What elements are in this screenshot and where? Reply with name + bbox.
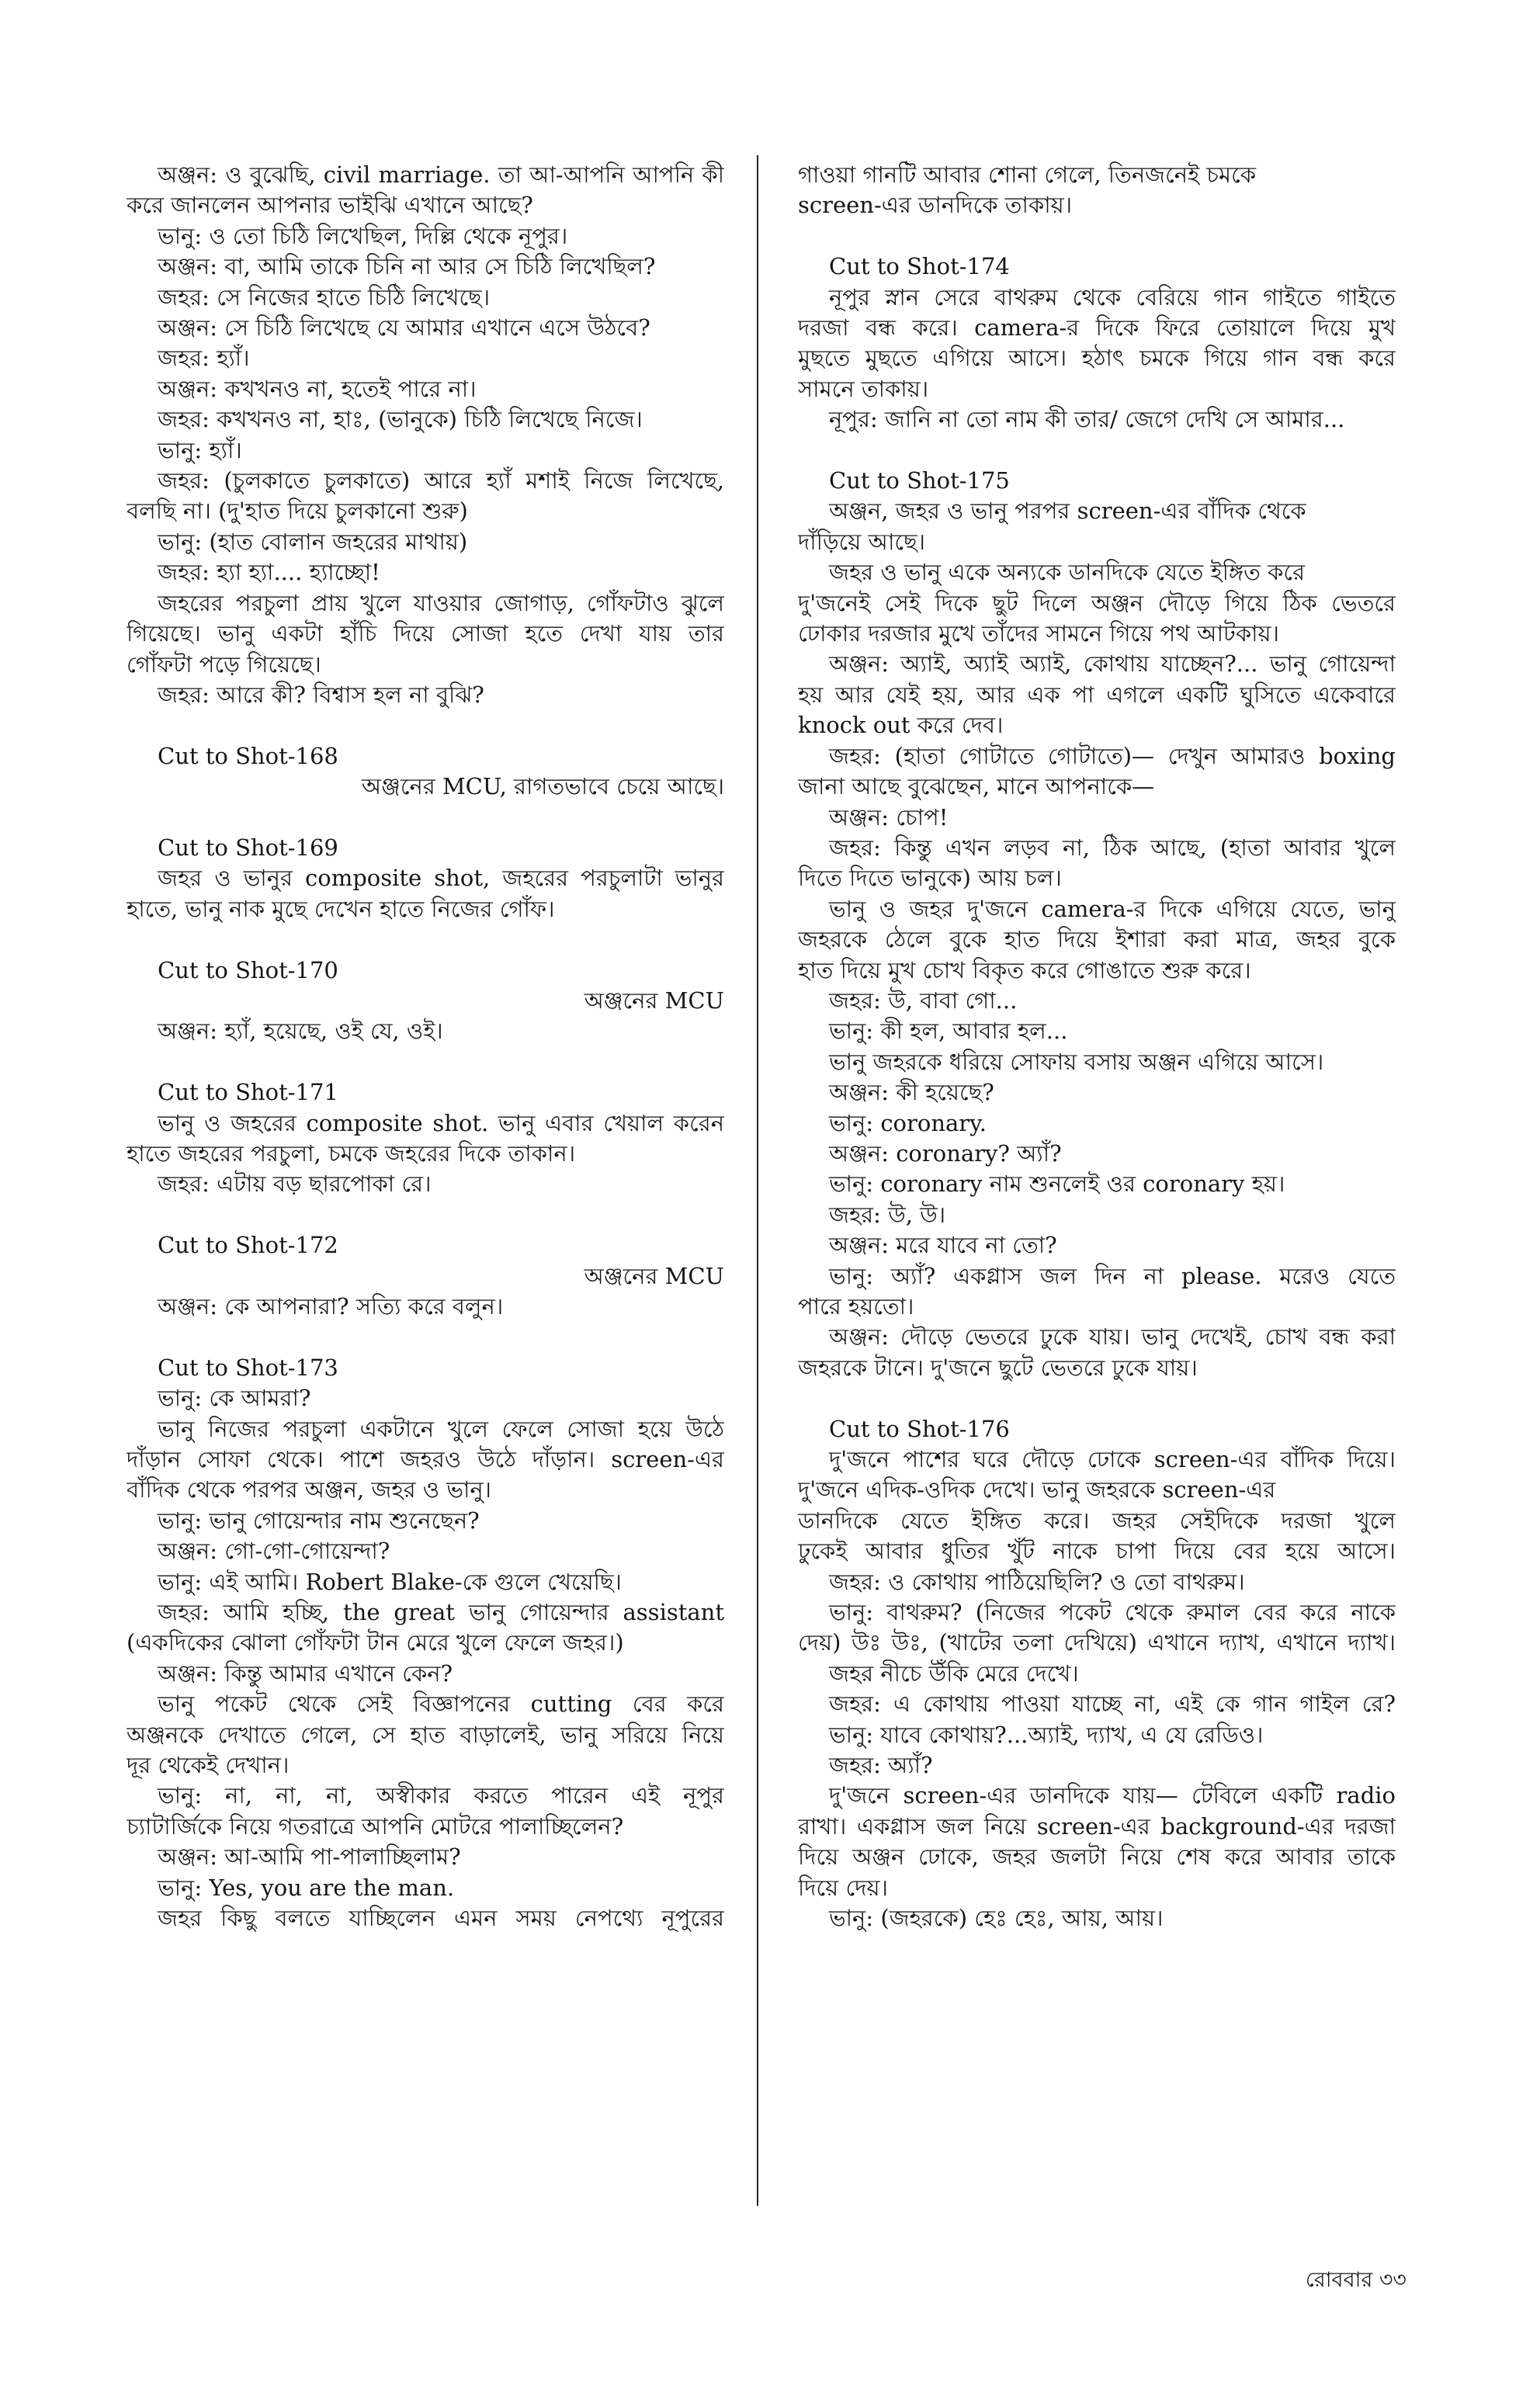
text-line: অঞ্জন: coronary? অ্যাঁ? — [829, 1139, 1062, 1167]
text-line: জহর: হ্যাঁ। — [158, 345, 250, 372]
spacer — [127, 803, 724, 833]
text-line: দিয়ে অঞ্জন ঢোকে, জহর জলটা নিয়ে শেষ করে আবার তাকে — [798, 1843, 1396, 1871]
spacer — [127, 710, 724, 740]
text-line: ভানু: এই আমি। Robert Blake-কে গুলে খেয়েছি। — [158, 1568, 622, 1595]
text-line: জহর: হ্যা হ্যা.... হ্যাচ্ছো! — [158, 559, 380, 586]
text-line: দরজা বন্ধ করে। camera-র দিকে ফিরে তোয়ালে দিয়ে মুখ — [798, 314, 1396, 342]
shot-heading: Cut to Shot-175 — [829, 467, 1010, 494]
text-line: ভানু ও জহরের composite shot. ভানু এবার খেয়াল করেন — [158, 1109, 724, 1136]
text-line: বাঁদিক থেকে পরপর অঞ্জন, জহর ও ভানু। — [127, 1476, 492, 1503]
text-line: ভানু: Yes, you are the man. — [158, 1874, 455, 1901]
text-line: নূপুর: জানি না তো নাম কী তার/ জেগে দেখি সে আমার... — [829, 406, 1345, 433]
text-line: অঞ্জনের MCU, রাগতভাবে চেয়ে আছে। — [361, 773, 724, 800]
text-line: ঢোকার দরজার মুখে তাঁদের সামনে গিয়ে পথ আটকায়। — [798, 620, 1279, 647]
left-column — [127, 160, 724, 1933]
text-line: অঞ্জন: বা, আমি তাকে চিনি না আর সে চিঠি লিখেছিল? — [158, 253, 656, 280]
text-line: অঞ্জন: অ্যাই, অ্যাই অ্যাই, কোথায় যাচ্ছেন?... ভানু গোয়েন্দা — [829, 650, 1396, 678]
text-line: অঞ্জন: আ-আমি পা-পালাচ্ছিলাম? — [158, 1843, 461, 1871]
text-line: হাত দিয়ে মুখ চোখ বিকৃত করে গোঙাতে শুরু করে। — [798, 956, 1251, 983]
text-line: জহর কিছু বলতে যাচ্ছিলেন এমন সময় নেপথ্যে নূপুরের — [158, 1905, 724, 1932]
shot-heading: Cut to Shot-170 — [158, 956, 338, 983]
text-line: গাওয়া গানটি আবার শোনা গেলে, তিনজনেই চমকে — [798, 161, 1257, 188]
text-line: অঞ্জনের MCU — [584, 1262, 724, 1289]
text-line: দাঁড়িয়ে আছে। — [798, 528, 926, 555]
text-line: সামনে তাকায়। — [798, 375, 929, 402]
text-line: knock out করে দেব। — [798, 712, 1004, 739]
text-line: জহর: উ, উ। — [829, 1201, 946, 1228]
right-column — [798, 160, 1396, 1934]
text-line: ভানু: (জহরকে) হেঃ হেঃ, আয়, আয়। — [829, 1905, 1164, 1932]
text-line: ভানু পকেট থেকে সেই বিজ্ঞাপনের cutting বের করে — [158, 1691, 724, 1718]
text-line: জহর: কখখনও না, হাঃ, (ভানুকে) চিঠি লিখেছে নিজে। — [158, 406, 643, 433]
text-line: ভানু: কী হল, আবার হল... — [829, 1018, 1068, 1045]
text-line: বলছি না। (দু'হাত দিয়ে চুলকানো শুরু) — [127, 498, 468, 525]
text-line: অঞ্জন: ও বুঝেছি, civil marriage. তা আ-আপনি আপনি কী — [158, 161, 724, 188]
text-line: গোঁফটা পড়ে গিয়েছে। — [127, 650, 321, 678]
text-line: ভানু: হ্যাঁ। — [158, 436, 242, 463]
text-line: অঞ্জনের MCU — [584, 987, 724, 1014]
text-line: অঞ্জন: গো-গো-গোয়েন্দা? — [158, 1538, 390, 1565]
column-divider — [757, 155, 758, 2206]
text-line: ভানু: coronary. — [829, 1109, 987, 1136]
text-line: জহর: কিন্তু এখন লড়ব না, ঠিক আছে, (হাতা আবার খুলে — [829, 834, 1396, 861]
text-line: পারে হয়তো। — [798, 1293, 914, 1320]
text-line: ভানু নিজের পরচুলা একটানে খুলে ফেলে সোজা হয়ে উঠে — [158, 1415, 724, 1442]
text-line: জহর ও ভানুর composite shot, জহরের পরচুলাটা ভানুর — [158, 865, 724, 892]
spacer — [127, 924, 724, 955]
text-line: জহরের পরচুলা প্রায় খুলে যাওয়ার জোগাড়, গোঁফটাও ঝুলে — [158, 589, 724, 616]
text-line: দু'জনেই সেই দিকে ছুট দিলে অঞ্জন দৌড়ে গিয়ে ঠিক ভেতরে — [798, 589, 1396, 616]
spacer — [798, 435, 1396, 466]
text-line: ভানু: অ্যাঁ? একগ্লাস জল দিন না please. মরেও যেতে — [829, 1262, 1396, 1289]
shot-heading: Cut to Shot-176 — [829, 1415, 1010, 1442]
page-footer-folio: রোববার ৩৩ — [1305, 2268, 1406, 2292]
text-line: অঞ্জন: হ্যাঁ, হয়েছে, ওই যে, ওই। — [158, 1018, 443, 1045]
text-line: জহর: আমি হচ্ছি, the great ভানু গোয়েন্দার assistant — [158, 1599, 724, 1625]
text-line: হাতে জহরের পরচুলা, চমকে জহরের দিকে তাকান। — [127, 1139, 576, 1167]
spacer — [798, 1383, 1396, 1413]
text-line: জহর: উ, বাবা গো... — [829, 987, 1018, 1014]
text-line: দিয়ে দেয়। — [798, 1874, 888, 1901]
text-line: অঞ্জন: কখখনও না, হতেই পারে না। — [158, 375, 477, 402]
text-line: হাতে, ভানু নাক মুছে দেখেন হাতে নিজের গোঁফ। — [127, 895, 555, 922]
shot-heading: Cut to Shot-174 — [829, 253, 1010, 280]
text-line: নূপুর স্নান সেরে বাথরুম থেকে বেরিয়ে গান গাইতে গাইতে — [829, 283, 1396, 310]
text-line: জহর: সে নিজের হাতে চিঠি লিখেছে। — [158, 283, 491, 310]
text-line: রাখা। একগ্লাস জল নিয়ে screen-এর background-এর দরজা — [798, 1812, 1396, 1840]
text-line: দাঁড়ান সোফা থেকে। পাশে জহরও উঠে দাঁড়ান। screen-এর — [127, 1445, 724, 1472]
text-line: দিতে দিতে ভানুকে) আয় চল। — [798, 865, 1062, 892]
text-line: ভানু জহরকে ধরিয়ে সোফায় বসায় অঞ্জন এগিয়ে আসে। — [829, 1048, 1324, 1075]
text-line: অঞ্জন: কী হয়েছে? — [829, 1079, 994, 1106]
text-line: জহরকে টানে। দু'জনে ছুটে ভেতরে ঢুকে যায়। — [798, 1354, 1198, 1381]
text-line: গিয়েছে। ভানু একটা হাঁচি দিয়ে সোজা হতে দেখা যায় তার — [127, 620, 724, 647]
text-line: ঢুকেই আবার ধুতির খুঁট নাকে চাপা দিয়ে বের হয়ে আসে। — [798, 1538, 1396, 1565]
text-line: ভানু ও জহর দু'জনে camera-র দিকে এগিয়ে যেতে, ভানু — [829, 895, 1396, 922]
text-line: দু'জনে এদিক-ওদিক দেখে। ভানু জহরকে screen-এর — [798, 1476, 1276, 1503]
text-line: করে জানলেন আপনার ভাইঝি এখানে আছে? — [127, 192, 533, 219]
text-line: হয় আর যেই হয়, আর এক পা এগলে একটি ঘুসিতে একেবারে — [798, 681, 1396, 708]
text-line: (একদিকের ঝোলা গোঁফটা টান মেরে খুলে ফেলে জহর।) — [127, 1629, 624, 1656]
text-line: দু'জনে পাশের ঘরে দৌড়ে ঢোকে screen-এর বাঁদিক দিয়ে। — [829, 1446, 1396, 1473]
text-line: ভানু: যাবে কোথায়?...অ্যাই, দ্যাখ, এ যে রেডিও। — [829, 1721, 1264, 1748]
text-line: জহরকে ঠেলে বুকে হাত দিয়ে ইশারা করা মাত্র, জহর বুকে — [798, 926, 1396, 953]
text-line: জহর: ও কোথায় পাঠিয়েছিলি? ও তো বাথরুম। — [829, 1568, 1245, 1595]
text-line: অঞ্জন: কিন্তু আমার এখানে কেন? — [158, 1659, 453, 1687]
shot-heading: Cut to Shot-173 — [158, 1354, 338, 1381]
text-line: অঞ্জন: কে আপনারা? সত্যি করে বলুন। — [158, 1292, 504, 1320]
text-line: মুছতে মুছতে এগিয়ে আসে। হঠাৎ চমকে গিয়ে গান বন্ধ করে — [798, 345, 1396, 372]
text-line: জহর: আরে কী? বিশ্বাস হল না বুঝি? — [158, 681, 484, 708]
text-line: অঞ্জন: মরে যাবে না তো? — [829, 1232, 1057, 1259]
text-line: ভানু: coronary নাম শুনলেই ওর coronary হয়। — [829, 1170, 1285, 1198]
text-line: ভানু: কে আমরা? — [158, 1385, 311, 1412]
text-line: ভানু: ভানু গোয়েন্দার নাম শুনেছেন? — [158, 1507, 480, 1534]
spacer — [127, 1200, 724, 1230]
text-line: অঞ্জন: দৌড়ে ভেতরে ঢুকে যায়। ভানু দেখেই, চোখ বন্ধ করা — [829, 1323, 1396, 1351]
text-line: অঞ্জন, জহর ও ভানু পরপর screen-এর বাঁদিক থেকে — [829, 498, 1306, 525]
spacer — [127, 1047, 724, 1077]
text-line: ভানু: না, না, না, অস্বীকার করতে পারেন এই নূপুর — [158, 1782, 724, 1809]
text-line: চ্যাটার্জিকে নিয়ে গতরাত্রে আপনি মোটরে পালাচ্ছিলেন? — [127, 1812, 624, 1840]
text-line: অঞ্জন: সে চিঠি লিখেছে যে আমার এখানে এসে উঠবে? — [158, 314, 650, 342]
text-line: অঞ্জনকে দেখাতে গেলে, সে হাত বাড়ালেই, ভানু সরিয়ে নিয়ে — [127, 1721, 724, 1748]
text-line: জহর: (হাতা গোটাতে গোটাতে)— দেখুন আমারও boxing — [829, 742, 1396, 769]
spacer — [798, 221, 1396, 251]
text-line: জহর ও ভানু একে অন্যকে ডানদিকে যেতে ইঙ্গিত করে — [829, 559, 1306, 586]
text-line: ডানদিকে যেতে ইঙ্গিত করে। জহর সেইদিকে দরজা খুলে — [798, 1507, 1396, 1534]
text-line: ভানু: ও তো চিঠি লিখেছিল, দিল্লি থেকে নূপুর। — [158, 222, 568, 249]
text-line: জহর: অ্যাঁ? — [829, 1752, 933, 1779]
text-line: ভানু: (হাত বোলান জহরের মাথায়) — [158, 528, 468, 555]
shot-heading: Cut to Shot-168 — [158, 742, 338, 769]
text-line: অঞ্জন: চোপ! — [829, 803, 949, 831]
shot-heading: Cut to Shot-172 — [158, 1232, 338, 1259]
spacer — [127, 1322, 724, 1352]
text-line: দেয়) উঃ উঃ, (খাটের তলা দেখিয়ে) এখানে দ্যাখ, এখানে দ্যাখ। — [798, 1629, 1396, 1656]
text-line: দূর থেকেই দেখান। — [127, 1752, 290, 1779]
text-line: ভানু: বাথরুম? (নিজের পকেট থেকে রুমাল বের করে নাকে — [829, 1599, 1396, 1626]
text-line: জানা আছে বুঝেছেন, মানে আপনাকে— — [798, 773, 1155, 800]
text-line: জহর নীচে উঁকি মেরে দেখে। — [829, 1659, 1079, 1687]
text-line: screen-এর ডানদিকে তাকায়। — [798, 192, 1073, 219]
text-line: জহর: এ কোথায় পাওয়া যাচ্ছে না, এই কে গান গাইল রে? — [829, 1691, 1396, 1718]
text-line: জহর: এটায় বড় ছারপোকা রে। — [158, 1170, 432, 1198]
text-line: জহর: (চুলকাতে চুলকাতে) আরে হ্যাঁ মশাই নিজে লিখেছে, — [158, 467, 724, 494]
text-line: দু'জনে screen-এর ডানদিকে যায়— টেবিলে একটি radio — [829, 1782, 1396, 1809]
shot-heading: Cut to Shot-171 — [158, 1079, 338, 1106]
shot-heading: Cut to Shot-169 — [158, 834, 338, 861]
